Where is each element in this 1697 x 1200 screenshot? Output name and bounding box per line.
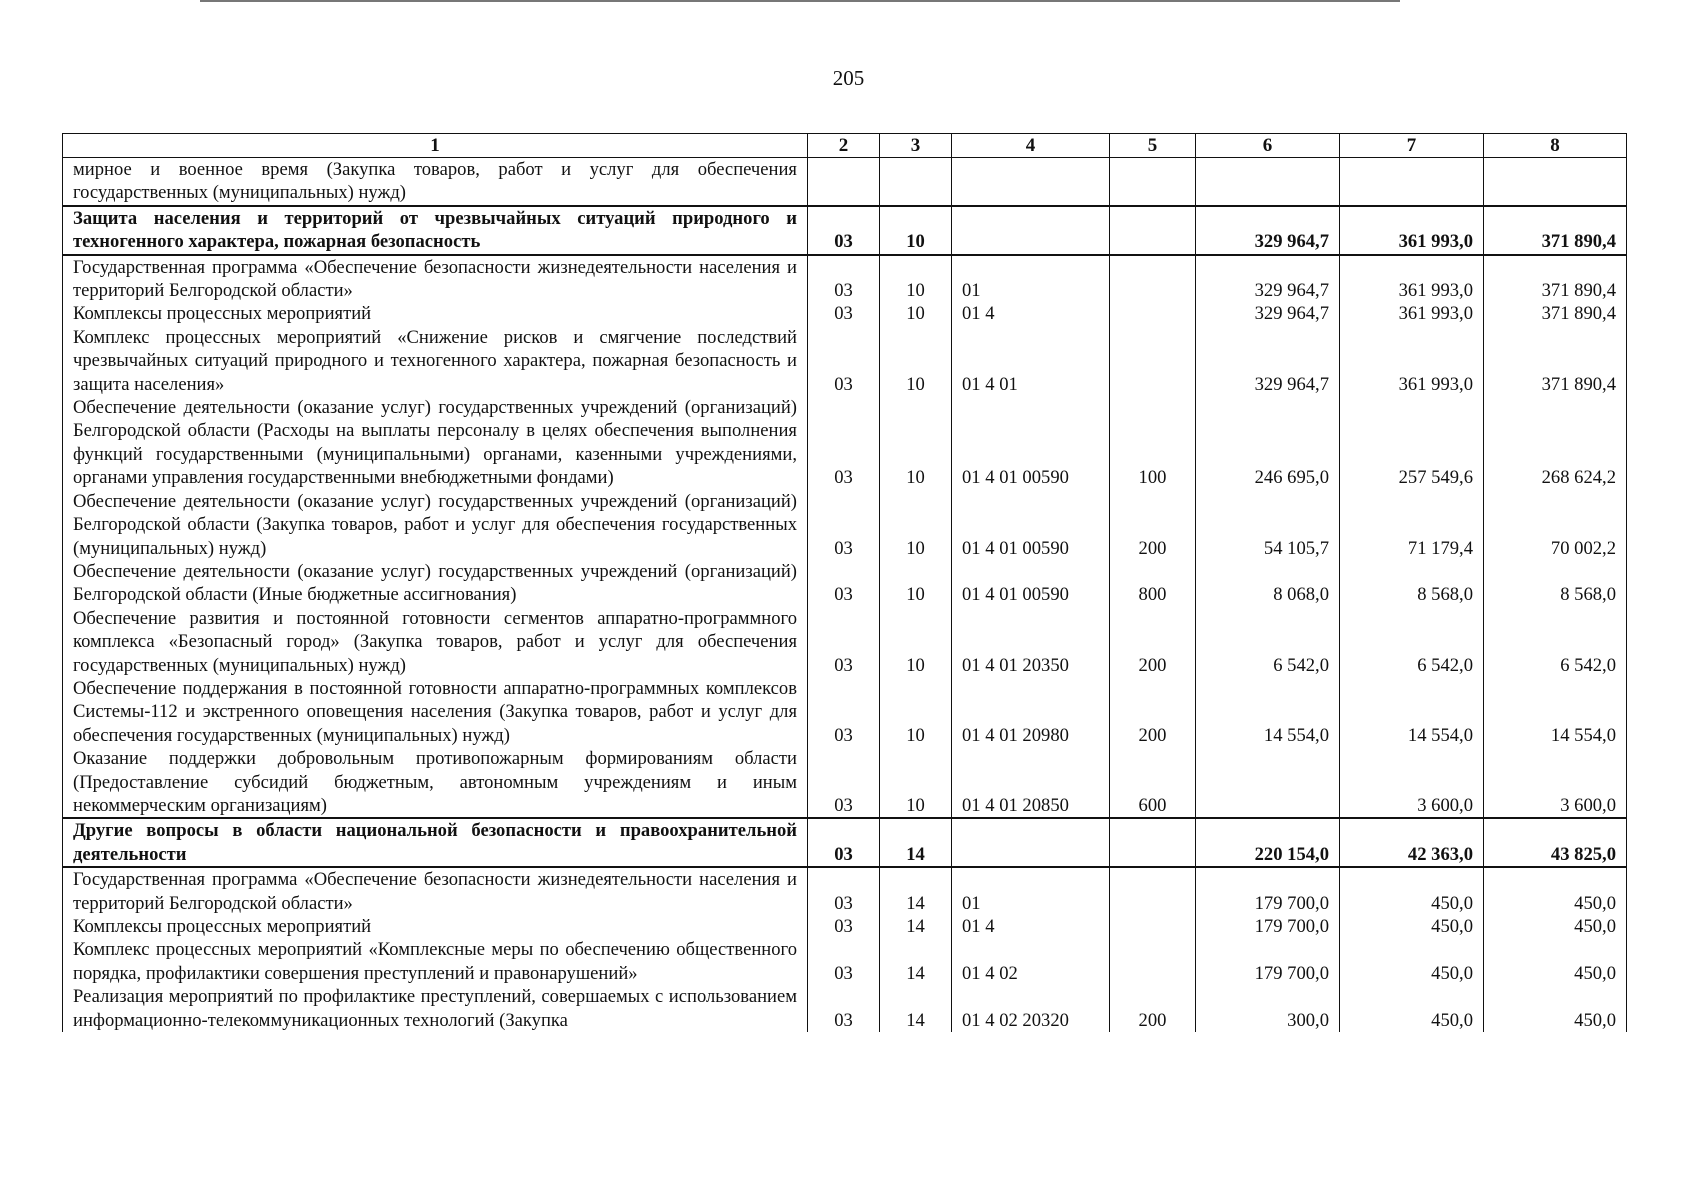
table-row [63, 560, 1627, 607]
row-amount-col7: 42 363,0 [1340, 818, 1484, 867]
column-header: 4 [952, 134, 1110, 158]
row-expense-type [1110, 326, 1196, 396]
row-amount-col7 [1340, 158, 1484, 206]
row-amount-col8: 8 568,0 [1484, 560, 1627, 607]
column-header: 5 [1110, 134, 1196, 158]
row-target-code: 01 4 [952, 302, 1110, 325]
row-expense-type: 100 [1110, 396, 1196, 490]
row-name: Обеспечение деятельности (оказание услуг) государственных учреждений (организаций) Белгородской области (Иные бюджетные ассигнования) [63, 560, 808, 607]
row-section-code [808, 158, 880, 206]
row-name: Обеспечение поддержания в постоянной готовности аппаратно-программных комплексов Системы-112 и экстренного оповещения населения (Закупка товаров, работ и услуг для обеспечения государственных (муниципальных) нужд) [63, 677, 808, 747]
row-subsection-code: 10 [880, 677, 952, 747]
row-target-code: 01 4 01 20850 [952, 747, 1110, 818]
row-expense-type: 200 [1110, 607, 1196, 677]
row-amount-col8: 450,0 [1484, 867, 1627, 915]
row-amount-col7: 450,0 [1340, 915, 1484, 938]
row-expense-type [1110, 206, 1196, 255]
row-expense-type: 200 [1110, 677, 1196, 747]
row-amount-col7: 3 600,0 [1340, 747, 1484, 818]
row-amount-col6: 329 964,7 [1196, 302, 1340, 325]
row-expense-type [1110, 915, 1196, 938]
column-header: 6 [1196, 134, 1340, 158]
row-amount-col7: 361 993,0 [1340, 326, 1484, 396]
row-subsection-code: 10 [880, 560, 952, 607]
row-amount-col6 [1196, 158, 1340, 206]
scan-top-edge [200, 0, 1400, 2]
row-subsection-code [880, 158, 952, 206]
row-name: Реализация мероприятий по профилактике преступлений, совершаемых с использованием информационно-телекоммуникационных технологий (Закупка [63, 985, 808, 1032]
row-expense-type [1110, 302, 1196, 325]
table-row [63, 867, 1627, 915]
row-target-code: 01 4 01 20980 [952, 677, 1110, 747]
row-target-code: 01 4 01 00590 [952, 396, 1110, 490]
row-expense-type [1110, 938, 1196, 985]
row-name: Защита населения и территорий от чрезвычайных ситуаций природного и техногенного характера, пожарная безопасность [63, 206, 808, 255]
section-row [63, 206, 1627, 255]
row-target-code [952, 818, 1110, 867]
row-amount-col6: 179 700,0 [1196, 938, 1340, 985]
table-row [63, 158, 1627, 206]
row-expense-type: 200 [1110, 985, 1196, 1032]
row-section-code: 03 [808, 607, 880, 677]
row-target-code: 01 [952, 255, 1110, 303]
row-subsection-code: 14 [880, 938, 952, 985]
row-section-code: 03 [808, 867, 880, 915]
row-subsection-code: 10 [880, 747, 952, 818]
row-target-code: 01 4 01 00590 [952, 490, 1110, 560]
row-amount-col7: 361 993,0 [1340, 206, 1484, 255]
budget-table-container [62, 133, 1626, 1032]
table-row [63, 302, 1627, 325]
row-name: Государственная программа «Обеспечение безопасности жизнедеятельности населения и территорий Белгородской области» [63, 255, 808, 303]
row-section-code: 03 [808, 326, 880, 396]
row-amount-col8: 371 890,4 [1484, 255, 1627, 303]
row-amount-col7: 450,0 [1340, 938, 1484, 985]
row-target-code: 01 4 02 [952, 938, 1110, 985]
row-section-code: 03 [808, 915, 880, 938]
row-amount-col6: 179 700,0 [1196, 867, 1340, 915]
row-section-code: 03 [808, 818, 880, 867]
row-expense-type [1110, 867, 1196, 915]
row-name: Комплексы процессных мероприятий [63, 302, 808, 325]
table-row [63, 255, 1627, 303]
row-expense-type: 600 [1110, 747, 1196, 818]
column-header: 3 [880, 134, 952, 158]
row-section-code: 03 [808, 560, 880, 607]
row-amount-col8: 450,0 [1484, 985, 1627, 1032]
row-amount-col6: 54 105,7 [1196, 490, 1340, 560]
row-expense-type [1110, 158, 1196, 206]
row-name: Обеспечение деятельности (оказание услуг) государственных учреждений (организаций) Белгородской области (Расходы на выплаты персоналу в целях обеспечения выполнения функций государственными (муниципальными) органами, казенными учреждениями, органами управления государственными внебюджетными фондами) [63, 396, 808, 490]
row-amount-col8: 43 825,0 [1484, 818, 1627, 867]
row-subsection-code: 14 [880, 985, 952, 1032]
row-expense-type: 200 [1110, 490, 1196, 560]
row-expense-type: 800 [1110, 560, 1196, 607]
row-amount-col8: 371 890,4 [1484, 326, 1627, 396]
row-amount-col7: 361 993,0 [1340, 302, 1484, 325]
row-target-code: 01 4 [952, 915, 1110, 938]
row-name: Комплекс процессных мероприятий «Комплексные меры по обеспечению общественного порядка, профилактики совершения преступлений и правонарушений» [63, 938, 808, 985]
row-section-code: 03 [808, 206, 880, 255]
table-row [63, 607, 1627, 677]
row-name: мирное и военное время (Закупка товаров, работ и услуг для обеспечения государственных (муниципальных) нужд) [63, 158, 808, 206]
row-amount-col6: 14 554,0 [1196, 677, 1340, 747]
row-target-code: 01 [952, 867, 1110, 915]
row-amount-col7: 14 554,0 [1340, 677, 1484, 747]
row-amount-col8: 450,0 [1484, 915, 1627, 938]
row-amount-col7: 450,0 [1340, 985, 1484, 1032]
row-amount-col7: 450,0 [1340, 867, 1484, 915]
row-section-code: 03 [808, 938, 880, 985]
row-target-code: 01 4 01 20350 [952, 607, 1110, 677]
row-name: Государственная программа «Обеспечение безопасности жизнедеятельности населения и территорий Белгородской области» [63, 867, 808, 915]
row-section-code: 03 [808, 677, 880, 747]
table-row [63, 938, 1627, 985]
section-row [63, 818, 1627, 867]
table-row [63, 396, 1627, 490]
table-row [63, 677, 1627, 747]
row-name: Комплексы процессных мероприятий [63, 915, 808, 938]
row-amount-col6: 8 068,0 [1196, 560, 1340, 607]
row-amount-col7: 8 568,0 [1340, 560, 1484, 607]
row-subsection-code: 14 [880, 867, 952, 915]
row-subsection-code: 10 [880, 302, 952, 325]
row-amount-col8: 268 624,2 [1484, 396, 1627, 490]
row-subsection-code: 10 [880, 607, 952, 677]
table-row [63, 985, 1627, 1032]
table-row [63, 747, 1627, 818]
row-name: Другие вопросы в области национальной безопасности и правоохранительной деятельности [63, 818, 808, 867]
row-subsection-code: 10 [880, 490, 952, 560]
column-header: 7 [1340, 134, 1484, 158]
row-subsection-code: 10 [880, 396, 952, 490]
row-subsection-code: 10 [880, 326, 952, 396]
row-subsection-code: 14 [880, 818, 952, 867]
column-header: 1 [63, 134, 808, 158]
row-name: Комплекс процессных мероприятий «Снижение рисков и смягчение последствий чрезвычайных ситуаций природного и техногенного характера, пожарная безопасность и защита населения» [63, 326, 808, 396]
row-name: Обеспечение развития и постоянной готовности сегментов аппаратно-программного комплекса «Безопасный город» (Закупка товаров, работ и услуг для обеспечения государственных (муниципальных) нужд) [63, 607, 808, 677]
column-number-header [63, 134, 1627, 158]
row-section-code: 03 [808, 396, 880, 490]
row-expense-type [1110, 818, 1196, 867]
table-row [63, 490, 1627, 560]
row-subsection-code: 10 [880, 206, 952, 255]
row-amount-col6: 329 964,7 [1196, 206, 1340, 255]
row-section-code: 03 [808, 490, 880, 560]
row-section-code: 03 [808, 985, 880, 1032]
row-amount-col6: 246 695,0 [1196, 396, 1340, 490]
table-body [63, 158, 1627, 1033]
row-target-code: 01 4 01 00590 [952, 560, 1110, 607]
row-amount-col8: 371 890,4 [1484, 206, 1627, 255]
column-header: 8 [1484, 134, 1627, 158]
row-amount-col8 [1484, 158, 1627, 206]
column-header: 2 [808, 134, 880, 158]
row-amount-col7: 257 549,6 [1340, 396, 1484, 490]
row-amount-col6: 220 154,0 [1196, 818, 1340, 867]
row-target-code [952, 158, 1110, 206]
row-amount-col8: 70 002,2 [1484, 490, 1627, 560]
row-amount-col8: 450,0 [1484, 938, 1627, 985]
row-amount-col7: 361 993,0 [1340, 255, 1484, 303]
table-row [63, 915, 1627, 938]
row-amount-col6: 329 964,7 [1196, 326, 1340, 396]
row-name: Оказание поддержки добровольным противопожарным формированиям области (Предоставление субсидий бюджетным, автономным учреждениям и иным некоммерческим организациям) [63, 747, 808, 818]
row-amount-col6 [1196, 747, 1340, 818]
row-name: Обеспечение деятельности (оказание услуг) государственных учреждений (организаций) Белгородской области (Закупка товаров, работ и услуг для обеспечения государственных (муниципальных) нужд) [63, 490, 808, 560]
row-expense-type [1110, 255, 1196, 303]
row-amount-col7: 6 542,0 [1340, 607, 1484, 677]
row-amount-col6: 300,0 [1196, 985, 1340, 1032]
row-subsection-code: 10 [880, 255, 952, 303]
row-amount-col6: 6 542,0 [1196, 607, 1340, 677]
row-amount-col8: 371 890,4 [1484, 302, 1627, 325]
budget-table [62, 133, 1627, 1032]
row-target-code: 01 4 01 [952, 326, 1110, 396]
row-target-code: 01 4 02 20320 [952, 985, 1110, 1032]
row-subsection-code: 14 [880, 915, 952, 938]
row-amount-col8: 3 600,0 [1484, 747, 1627, 818]
table-row [63, 326, 1627, 396]
row-amount-col7: 71 179,4 [1340, 490, 1484, 560]
row-amount-col8: 14 554,0 [1484, 677, 1627, 747]
row-section-code: 03 [808, 747, 880, 818]
row-amount-col6: 179 700,0 [1196, 915, 1340, 938]
row-amount-col6: 329 964,7 [1196, 255, 1340, 303]
page-number: 205 [832, 66, 865, 90]
row-section-code: 03 [808, 255, 880, 303]
row-target-code [952, 206, 1110, 255]
row-section-code: 03 [808, 302, 880, 325]
row-amount-col8: 6 542,0 [1484, 607, 1627, 677]
